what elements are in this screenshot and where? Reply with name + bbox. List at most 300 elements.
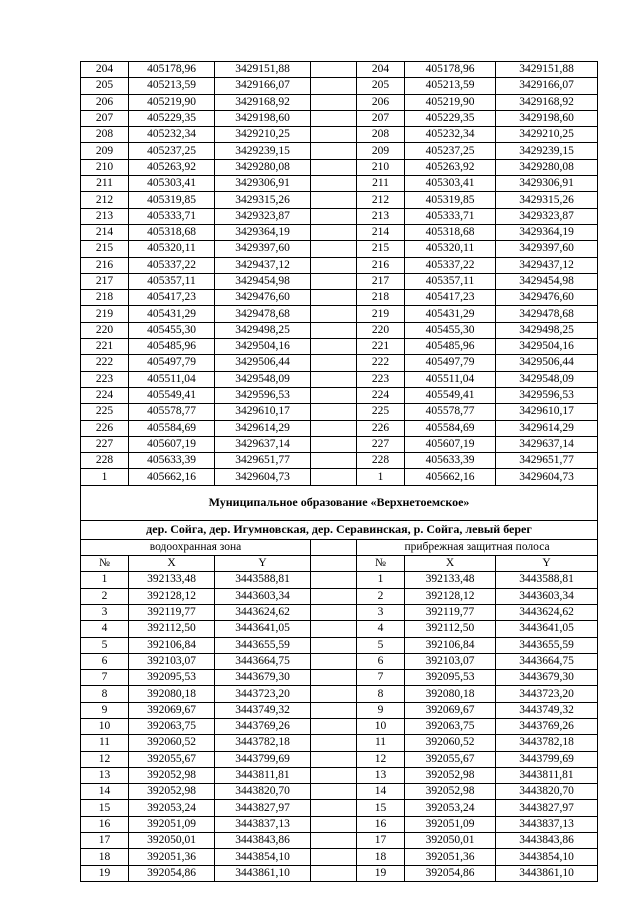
coord-x: 405455,30 [129, 322, 215, 338]
coord-x: 392112,50 [405, 621, 496, 637]
point-number: 217 [357, 273, 405, 289]
coord-y: 3429614,29 [215, 420, 311, 436]
coord-y: 3443811,81 [496, 767, 598, 783]
coord-y: 3429504,16 [496, 339, 598, 355]
coord-x: 405417,23 [129, 290, 215, 306]
point-number: 8 [81, 686, 129, 702]
table-row [81, 604, 598, 620]
coord-y: 3443837,13 [215, 816, 311, 832]
point-number: 218 [357, 290, 405, 306]
coord-x: 405263,92 [405, 159, 496, 175]
coord-x: 392050,01 [405, 833, 496, 849]
table-row [81, 110, 598, 126]
gap-cell [311, 192, 357, 208]
gap-cell [311, 159, 357, 175]
table-row [81, 588, 598, 604]
point-number: 18 [81, 849, 129, 865]
point-number: 224 [81, 387, 129, 403]
coord-y: 3443603,34 [215, 588, 311, 604]
col-header-n: № [357, 556, 405, 572]
col-header-n: № [81, 556, 129, 572]
point-number: 216 [81, 257, 129, 273]
table-row [81, 436, 598, 452]
table-row [81, 735, 598, 751]
point-number: 10 [81, 718, 129, 734]
coord-x: 392054,86 [129, 865, 215, 881]
col-header-x: X [405, 556, 496, 572]
point-number: 228 [357, 453, 405, 469]
coord-x: 405633,39 [405, 453, 496, 469]
col-header-y: Y [496, 556, 598, 572]
coord-y: 3443641,05 [496, 621, 598, 637]
coord-x: 405511,04 [405, 371, 496, 387]
coord-y: 3443782,18 [496, 735, 598, 751]
coord-y: 3443799,69 [215, 751, 311, 767]
point-number: 213 [357, 208, 405, 224]
point-number: 4 [81, 621, 129, 637]
point-number: 1 [81, 572, 129, 588]
table-row [81, 702, 598, 718]
table-row [81, 865, 598, 881]
coord-y: 3429210,25 [215, 127, 311, 143]
coord-x: 392063,75 [405, 718, 496, 734]
table-row [81, 339, 598, 355]
coord-x: 405263,92 [129, 159, 215, 175]
point-number: 15 [81, 800, 129, 816]
coord-y: 3443655,59 [496, 637, 598, 653]
coord-y: 3429637,14 [215, 436, 311, 452]
point-number: 226 [81, 420, 129, 436]
point-number: 207 [357, 110, 405, 126]
coord-x: 392112,50 [129, 621, 215, 637]
coord-y: 3443664,75 [215, 653, 311, 669]
gap-cell [311, 387, 357, 403]
coord-x: 405431,29 [129, 306, 215, 322]
coord-x: 405320,11 [405, 241, 496, 257]
table-row [81, 62, 598, 78]
coord-x: 392053,24 [129, 800, 215, 816]
gap-cell [311, 62, 357, 78]
table-row [81, 833, 598, 849]
table-row [81, 322, 598, 338]
coord-x: 405511,04 [129, 371, 215, 387]
gap-cell [311, 224, 357, 240]
coord-y: 3443664,75 [496, 653, 598, 669]
gap-cell [311, 469, 357, 485]
col-header-x: X [129, 556, 215, 572]
coord-y: 3429506,44 [496, 355, 598, 371]
coord-y: 3429651,77 [215, 453, 311, 469]
gap-cell [311, 176, 357, 192]
coord-y: 3443588,81 [215, 572, 311, 588]
coord-y: 3443749,32 [496, 702, 598, 718]
coord-y: 3443799,69 [496, 751, 598, 767]
gap-cell [311, 718, 357, 734]
coord-x: 392055,67 [405, 751, 496, 767]
coord-y: 3443655,59 [215, 637, 311, 653]
coord-y: 3429478,68 [496, 306, 598, 322]
left-zone-title: водоохранная зона [81, 539, 311, 555]
coord-y: 3443603,34 [496, 588, 598, 604]
coord-y: 3443624,62 [496, 604, 598, 620]
coord-x: 405485,96 [129, 339, 215, 355]
table-row [81, 371, 598, 387]
coord-x: 405232,34 [129, 127, 215, 143]
coord-x: 405549,41 [129, 387, 215, 403]
coord-y: 3429506,44 [215, 355, 311, 371]
gap-cell [311, 621, 357, 637]
point-number: 1 [357, 469, 405, 485]
coord-x: 392069,67 [405, 702, 496, 718]
coord-x: 405229,35 [129, 110, 215, 126]
coord-x: 392069,67 [129, 702, 215, 718]
coord-x: 392119,77 [405, 604, 496, 620]
coord-x: 405357,11 [129, 273, 215, 289]
point-number: 208 [81, 127, 129, 143]
coord-y: 3429596,53 [215, 387, 311, 403]
coord-y: 3443769,26 [215, 718, 311, 734]
gap-cell [311, 670, 357, 686]
point-number: 8 [357, 686, 405, 702]
coord-x: 405319,85 [129, 192, 215, 208]
table-row [81, 78, 598, 94]
point-number: 217 [81, 273, 129, 289]
coord-x: 405178,96 [405, 62, 496, 78]
table-row [81, 355, 598, 371]
coord-y: 3429548,09 [496, 371, 598, 387]
section-subheading: дер. Сойга, дер. Игумновская, дер. Серавинская, р. Сойга, левый берег [81, 520, 598, 539]
point-number: 208 [357, 127, 405, 143]
coord-y: 3443811,81 [215, 767, 311, 783]
coord-x: 405578,77 [129, 404, 215, 420]
coord-x: 405337,22 [405, 257, 496, 273]
coord-y: 3429476,60 [215, 290, 311, 306]
coord-y: 3429454,98 [215, 273, 311, 289]
coord-y: 3443820,70 [215, 784, 311, 800]
gap-cell [311, 322, 357, 338]
right-zone-title: прибрежная защитная полоса [357, 539, 598, 555]
table-row [81, 670, 598, 686]
coord-y: 3443723,20 [496, 686, 598, 702]
coord-y: 3429596,53 [496, 387, 598, 403]
coord-x: 392103,07 [405, 653, 496, 669]
table-row [81, 751, 598, 767]
coord-x: 405607,19 [129, 436, 215, 452]
coord-y: 3429454,98 [496, 273, 598, 289]
point-number: 7 [357, 670, 405, 686]
gap-cell [311, 588, 357, 604]
coord-y: 3429166,07 [496, 78, 598, 94]
coord-y: 3429280,08 [496, 159, 598, 175]
block1-rows [81, 62, 598, 486]
gap-cell [311, 784, 357, 800]
coord-x: 392106,84 [405, 637, 496, 653]
coord-y: 3429315,26 [215, 192, 311, 208]
point-number: 6 [81, 653, 129, 669]
gap-cell [311, 404, 357, 420]
coord-y: 3429166,07 [215, 78, 311, 94]
point-number: 9 [357, 702, 405, 718]
gap-cell [311, 436, 357, 452]
point-number: 9 [81, 702, 129, 718]
coord-x: 405237,25 [129, 143, 215, 159]
table-row [81, 849, 598, 865]
gap-cell [311, 371, 357, 387]
point-number: 6 [357, 653, 405, 669]
coord-x: 392095,53 [129, 670, 215, 686]
coord-y: 3443769,26 [496, 718, 598, 734]
coord-x: 405219,90 [129, 94, 215, 110]
point-number: 225 [81, 404, 129, 420]
point-number: 18 [357, 849, 405, 865]
point-number: 205 [357, 78, 405, 94]
gap-cell [311, 767, 357, 783]
point-number: 16 [357, 816, 405, 832]
coord-y: 3429198,60 [215, 110, 311, 126]
point-number: 204 [357, 62, 405, 78]
coord-y: 3443854,10 [215, 849, 311, 865]
gap-cell [311, 355, 357, 371]
coord-x: 392103,07 [129, 653, 215, 669]
point-number: 5 [357, 637, 405, 653]
coord-x: 392080,18 [129, 686, 215, 702]
coord-y: 3443723,20 [215, 686, 311, 702]
coord-x: 392051,09 [405, 816, 496, 832]
coord-x: 392128,12 [129, 588, 215, 604]
coord-y: 3429478,68 [215, 306, 311, 322]
col-header-y: Y [215, 556, 311, 572]
gap-cell [311, 800, 357, 816]
coord-y: 3429548,09 [215, 371, 311, 387]
gap-cell [311, 420, 357, 436]
coord-x: 405237,25 [405, 143, 496, 159]
coord-y: 3429651,77 [496, 453, 598, 469]
coord-y: 3429364,19 [215, 224, 311, 240]
coord-x: 392050,01 [129, 833, 215, 849]
point-number: 216 [357, 257, 405, 273]
point-number: 222 [357, 355, 405, 371]
point-number: 1 [357, 572, 405, 588]
coord-y: 3429437,12 [496, 257, 598, 273]
point-number: 227 [357, 436, 405, 452]
table-row [81, 290, 598, 306]
coord-y: 3429168,92 [496, 94, 598, 110]
coord-x: 392051,36 [129, 849, 215, 865]
gap-cell [311, 556, 357, 572]
point-number: 17 [81, 833, 129, 849]
gap-cell [311, 686, 357, 702]
coord-x: 392055,67 [129, 751, 215, 767]
point-number: 209 [357, 143, 405, 159]
coord-y: 3429306,91 [215, 176, 311, 192]
table-row [81, 469, 598, 485]
coord-x: 405337,22 [129, 257, 215, 273]
section2-rows [81, 572, 598, 882]
gap-cell [311, 208, 357, 224]
point-number: 16 [81, 816, 129, 832]
coord-y: 3429239,15 [496, 143, 598, 159]
point-number: 15 [357, 800, 405, 816]
coord-y: 3443749,32 [215, 702, 311, 718]
table-row [81, 816, 598, 832]
coord-x: 405303,41 [405, 176, 496, 192]
coord-y: 3429614,29 [496, 420, 598, 436]
point-number: 211 [357, 176, 405, 192]
coord-x: 405219,90 [405, 94, 496, 110]
gap-cell [311, 604, 357, 620]
table-row [81, 420, 598, 436]
gap-cell [311, 453, 357, 469]
coord-x: 392095,53 [405, 670, 496, 686]
point-number: 1 [81, 469, 129, 485]
coord-x: 392063,75 [129, 718, 215, 734]
gap-cell [311, 816, 357, 832]
table-row [81, 159, 598, 175]
coord-y: 3429504,16 [215, 339, 311, 355]
gap-cell [311, 78, 357, 94]
gap-cell [311, 110, 357, 126]
table-row [81, 127, 598, 143]
gap-cell [311, 127, 357, 143]
coord-y: 3443782,18 [215, 735, 311, 751]
table-row [81, 784, 598, 800]
point-number: 13 [81, 767, 129, 783]
point-number: 212 [81, 192, 129, 208]
coord-y: 3429604,73 [496, 469, 598, 485]
point-number: 228 [81, 453, 129, 469]
coord-x: 392052,98 [405, 767, 496, 783]
coord-x: 392060,52 [405, 735, 496, 751]
coord-y: 3443827,97 [496, 800, 598, 816]
coord-x: 405633,39 [129, 453, 215, 469]
table-row [81, 176, 598, 192]
coord-x: 405662,16 [129, 469, 215, 485]
coord-x: 405213,59 [405, 78, 496, 94]
gap-cell [311, 849, 357, 865]
coord-y: 3429210,25 [496, 127, 598, 143]
gap-cell [311, 751, 357, 767]
coord-x: 405229,35 [405, 110, 496, 126]
coord-y: 3443820,70 [496, 784, 598, 800]
point-number: 206 [357, 94, 405, 110]
gap-cell [311, 290, 357, 306]
coord-y: 3429323,87 [215, 208, 311, 224]
coord-x: 405607,19 [405, 436, 496, 452]
point-number: 226 [357, 420, 405, 436]
table-row [81, 208, 598, 224]
coord-y: 3429364,19 [496, 224, 598, 240]
coord-y: 3429306,91 [496, 176, 598, 192]
coord-y: 3443624,62 [215, 604, 311, 620]
point-number: 221 [357, 339, 405, 355]
gap-cell [311, 257, 357, 273]
point-number: 215 [81, 241, 129, 257]
coord-x: 405584,69 [129, 420, 215, 436]
coord-x: 405320,11 [129, 241, 215, 257]
coord-x: 392133,48 [405, 572, 496, 588]
table-row [81, 306, 598, 322]
point-number: 2 [81, 588, 129, 604]
table-row [81, 453, 598, 469]
gap-cell [311, 653, 357, 669]
gap-cell [311, 833, 357, 849]
coord-x: 392052,98 [405, 784, 496, 800]
coord-x: 405662,16 [405, 469, 496, 485]
point-number: 220 [357, 322, 405, 338]
coord-x: 392052,98 [129, 767, 215, 783]
point-number: 10 [357, 718, 405, 734]
coord-x: 392051,09 [129, 816, 215, 832]
point-number: 3 [357, 604, 405, 620]
gap-cell [311, 241, 357, 257]
coord-x: 405178,96 [129, 62, 215, 78]
coord-y: 3429437,12 [215, 257, 311, 273]
table-row [81, 653, 598, 669]
table-row [81, 273, 598, 289]
coord-x: 405431,29 [405, 306, 496, 322]
table-row [81, 686, 598, 702]
table-row [81, 800, 598, 816]
coord-y: 3429168,92 [215, 94, 311, 110]
section-heading: Муниципальное образование «Верхнетоемское» [81, 485, 598, 520]
coord-y: 3429239,15 [215, 143, 311, 159]
point-number: 223 [357, 371, 405, 387]
coord-y: 3443843,86 [215, 833, 311, 849]
point-number: 7 [81, 670, 129, 686]
coord-x: 405333,71 [129, 208, 215, 224]
coord-x: 405303,41 [129, 176, 215, 192]
coord-y: 3443837,13 [496, 816, 598, 832]
point-number: 220 [81, 322, 129, 338]
coord-x: 392060,52 [129, 735, 215, 751]
point-number: 4 [357, 621, 405, 637]
table-row [81, 404, 598, 420]
coord-x: 392106,84 [129, 637, 215, 653]
gap-cell [311, 273, 357, 289]
table-row [81, 241, 598, 257]
coord-x: 392052,98 [129, 784, 215, 800]
gap-cell [311, 306, 357, 322]
coord-y: 3429498,25 [496, 322, 598, 338]
coord-x: 405319,85 [405, 192, 496, 208]
coord-y: 3429604,73 [215, 469, 311, 485]
coord-y: 3429315,26 [496, 192, 598, 208]
coord-y: 3429323,87 [496, 208, 598, 224]
table-row [81, 572, 598, 588]
table-row [81, 224, 598, 240]
coord-y: 3429151,88 [496, 62, 598, 78]
point-number: 210 [81, 159, 129, 175]
point-number: 11 [81, 735, 129, 751]
coord-y: 3429637,14 [496, 436, 598, 452]
coord-y: 3443679,30 [215, 670, 311, 686]
coord-y: 3443861,10 [496, 865, 598, 881]
coord-y: 3443854,10 [496, 849, 598, 865]
point-number: 210 [357, 159, 405, 175]
coord-y: 3429397,60 [496, 241, 598, 257]
coord-y: 3429498,25 [215, 322, 311, 338]
table-row [81, 192, 598, 208]
coord-x: 405213,59 [129, 78, 215, 94]
point-number: 205 [81, 78, 129, 94]
coord-x: 405578,77 [405, 404, 496, 420]
coord-x: 405417,23 [405, 290, 496, 306]
coord-y: 3429476,60 [496, 290, 598, 306]
coord-x: 392119,77 [129, 604, 215, 620]
point-number: 12 [81, 751, 129, 767]
coord-x: 392080,18 [405, 686, 496, 702]
table-row [81, 257, 598, 273]
